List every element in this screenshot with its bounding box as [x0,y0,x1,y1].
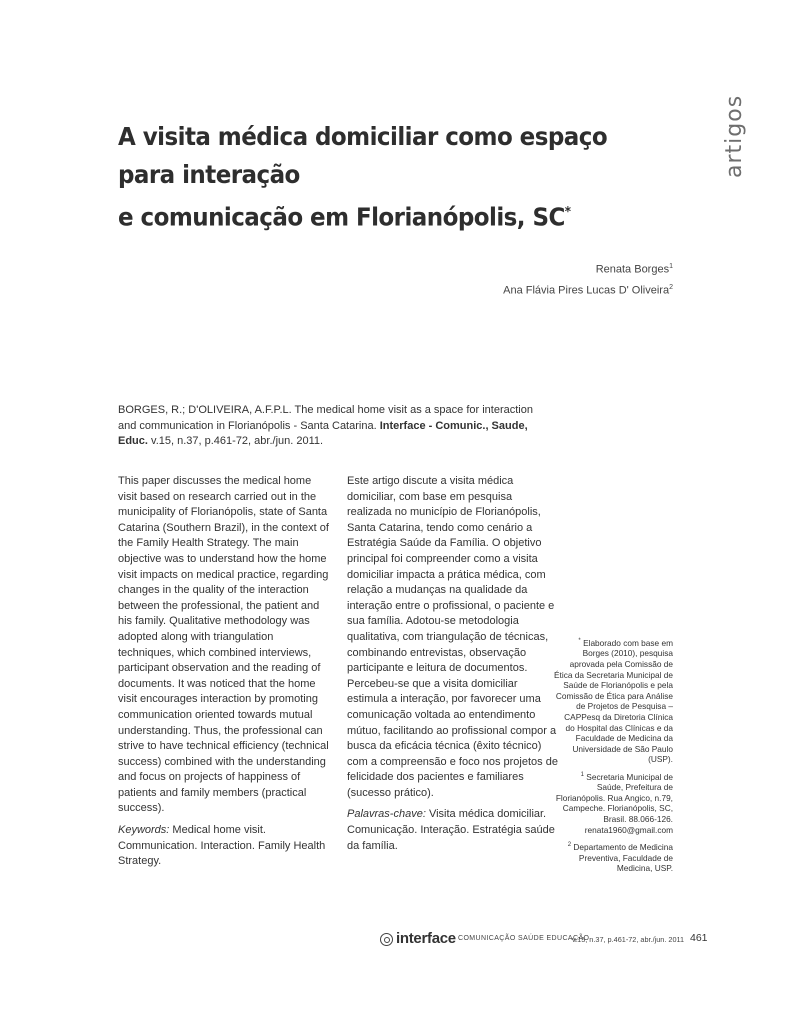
keywords-en [118,823,330,870]
journal-brand: interface [396,930,456,947]
title-line-1: A visita médica domiciliar como espaço para interação [118,122,608,189]
title-line-2: e comunicação em Florianópolis, SC [118,202,565,232]
citation-prefix: BORGES, R.; D'OLIVEIRA, A.F.P.L. The medical home visit as a space for interaction and communication in Florianópolis - Santa Catarina. [118,404,533,432]
issue-reference: v.15, n.37, p.461-72, abr./jun. 2011 [572,935,685,944]
abstract-en-body: This paper discusses the medical home visit based on research carried out in the municipality of Florianópolis, state of Santa Catarina (Southern Brazil), in the context of the Family Health Strategy. The main objective was to understand how the home visit impacts on medical practice, regarding changes in the quality of the interaction between the professional, the patient and his family. Qualitative methodology was adopted along with triangulation techniques, which combined interviews, participant observation and the reading of documents. It was noticed that the home visit encourages interaction by promoting communication oriented towards mutual understanding. Thus, the professional can strive to have technical efficiency (technical success) combined with the understanding and focus on projects of happiness of patients and family members (practical success). [118,475,329,815]
keywords-en-text: Medical home visit. Communication. Interaction. Family Health Strategy. [118,824,326,868]
author-email[interactable]: renata1960@gmail.com [584,824,673,835]
section-tag: artigos [722,94,747,178]
abstract-english [118,474,330,876]
footnote-star: * Elaborado com base em Borges (2010), pesquisa aprovada pela Comissão de Ética da Secretaria Municipal de Saúde de Florianópolis e pela Comissão de Ética para Análise de Projetos de Pesquisa – CAPPesq da Diretoria Clínica do Hospital das Clínicas e da Faculdade de Medicina da Universidade de São Paulo (USP). [554,637,673,765]
abstract-pt-body: Este artigo discute a visita médica domiciliar, com base em pesquisa realizada no município de Florianópolis, Santa Catarina, tendo como cenário a Estratégia Saúde da Família. O objetivo principal foi compreender como a visita domiciliar impacta a prática médica, com relação a mudanças na qualidade da interação entre o profissional, o paciente e sua família. Adotou-se metodologia qualitativa, com triangulação de técnicas, combinando entrevistas, observação participante e leitura de documentos. Percebeu-se que a visita domiciliar estimula a interação, por favorecer uma comunicação voltada ao entendimento mútuo, facilitando ao profissional compor a busca da eficácia técnica (êxito técnico) com a compreensão e foco nos projetos de felicidade dos pacientes e familiares (sucesso prático). [347,475,558,799]
keywords-pt-text: Visita médica domiciliar. Comunicação. Interação. Estratégia saúde da família. [347,808,555,852]
page-footer [380,930,710,948]
page-number: 461 [690,932,708,944]
journal-subtitle: COMUNICAÇÃO SAÚDE EDUCAÇÃO [458,935,590,942]
citation [118,403,548,450]
footnote-1: $^1$ Secretaria Municipal de Saúde, Prefeitura de Florianópolis. Rua Angico, n.79, Campeche. Florianópolis, SC, Brasil. 88.066-126. renata1960@gmail.com [555,771,673,835]
author-1: Renata Borges$^1$ [595,263,673,276]
author-list [503,258,673,299]
footnotes [553,636,673,879]
footnote-2: $^2$ Departamento de Medicina Preventiva, Faculdade de Medicina, USP. [567,841,673,874]
citation-suffix: v.15, n.37, p.461-72, abr./jun. 2011. [151,435,324,447]
keywords-en-label: Keywords: [118,824,170,837]
keywords-pt-label: Palavras-chave: [347,808,426,821]
keywords-pt [347,807,559,854]
citation-journal: Interface - Comunic., Saude, Educ. [118,419,528,447]
title-footnote-mark: * [564,205,571,220]
abstract-portuguese [347,474,559,860]
author-2: Ana Flávia Pires Lucas D' Oliveira$^2$ [503,283,673,297]
article-title [118,118,652,236]
journal-logo-icon [380,933,393,946]
